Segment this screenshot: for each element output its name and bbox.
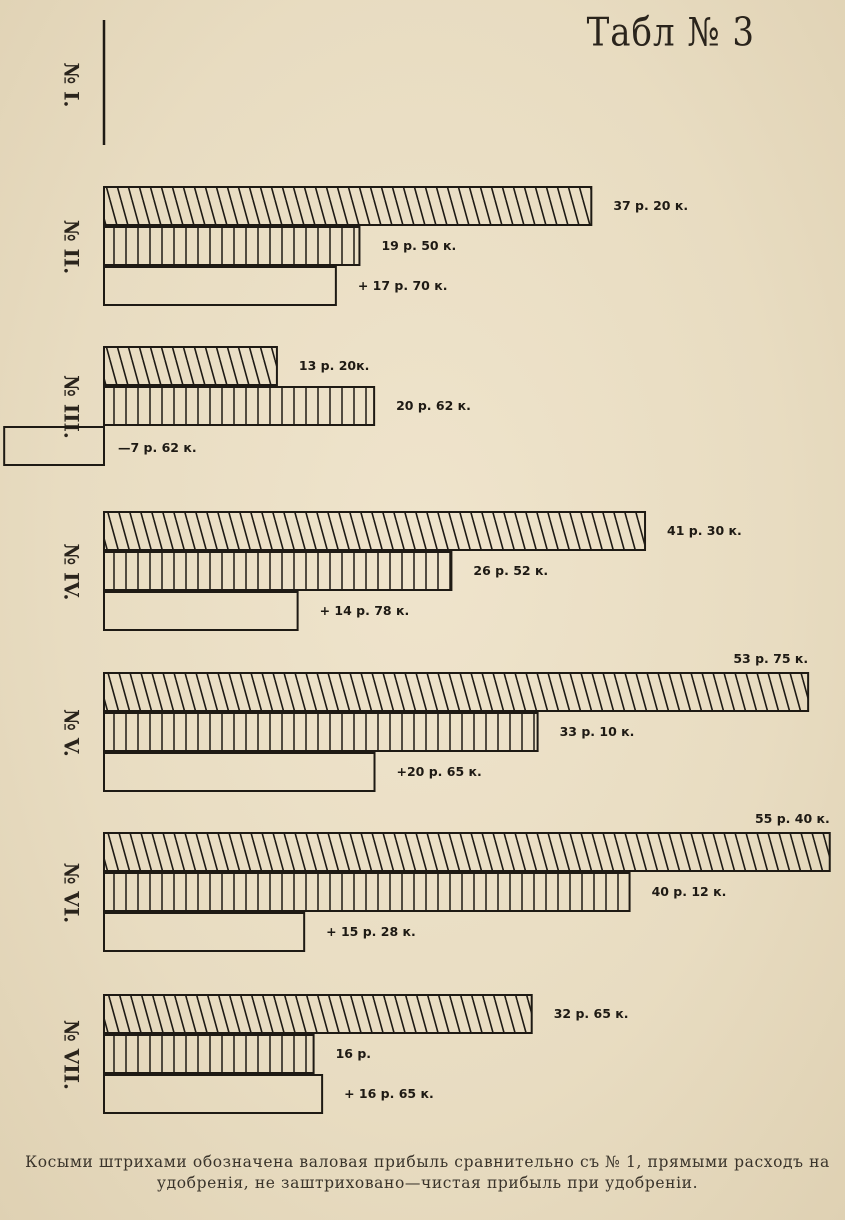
value-label-gross-group-2: 37 р. 20 к. bbox=[613, 198, 689, 213]
bar-cost-group-4 bbox=[104, 552, 451, 590]
row-label-4: № IV. bbox=[59, 543, 84, 601]
value-label-cost-group-6: 40 р. 12 к. bbox=[651, 884, 727, 899]
bar-net-group-3 bbox=[4, 427, 104, 465]
row-label-2: № II. bbox=[59, 219, 84, 275]
row-label-6: № VI. bbox=[59, 862, 84, 924]
bar-cost-group-6 bbox=[104, 873, 630, 911]
row-label-5: № V. bbox=[59, 709, 84, 757]
bar-gross-group-4 bbox=[104, 512, 645, 550]
bar-gross-group-6 bbox=[104, 833, 830, 871]
bar-net-group-4 bbox=[104, 592, 298, 630]
value-label-gross-group-7: 32 р. 65 к. bbox=[553, 1006, 629, 1021]
bar-gross-group-7 bbox=[104, 995, 532, 1033]
bar-cost-group-2 bbox=[104, 227, 359, 265]
row-label-1: № I. bbox=[59, 62, 84, 108]
value-label-gross-group-4: 41 р. 30 к. bbox=[667, 523, 742, 538]
bar-cost-group-3 bbox=[104, 387, 374, 425]
chart-title: Табл № 3 bbox=[586, 10, 755, 56]
bar-net-group-6 bbox=[104, 913, 304, 951]
value-label-gross-group-3: 13 р. 20к. bbox=[298, 358, 370, 373]
value-label-net-group-5: +20 р. 65 к. bbox=[396, 764, 482, 779]
value-label-cost-group-3: 20 р. 62 к. bbox=[396, 398, 471, 413]
row-label-3: № III. bbox=[59, 375, 84, 439]
bar-gross-group-5 bbox=[104, 673, 808, 711]
bars-layer bbox=[4, 20, 830, 1113]
row-label-7: № VII. bbox=[59, 1020, 84, 1090]
value-label-gross-group-6: 55 р. 40 к. bbox=[754, 811, 830, 826]
bar-cost-group-7 bbox=[104, 1035, 314, 1073]
value-label-cost-group-4: 26 р. 52 к. bbox=[473, 563, 549, 578]
bar-net-group-5 bbox=[104, 753, 375, 791]
value-label-net-group-4: + 14 р. 78 к. bbox=[319, 603, 410, 618]
bar-net-group-2 bbox=[104, 267, 336, 305]
value-label-cost-group-5: 33 р. 10 к. bbox=[559, 724, 635, 739]
value-label-gross-group-5: 53 р. 75 к. bbox=[733, 651, 809, 666]
value-label-cost-group-7: 16 р. bbox=[335, 1046, 372, 1061]
bar-gross-group-2 bbox=[104, 187, 591, 225]
bar-cost-group-5 bbox=[104, 713, 538, 751]
value-label-net-group-7: + 16 р. 65 к. bbox=[344, 1086, 434, 1101]
value-label-cost-group-2: 19 р. 50 к. bbox=[381, 238, 457, 253]
bar-gross-group-3 bbox=[104, 347, 277, 385]
value-label-net-group-2: + 17 р. 70 к. bbox=[357, 278, 448, 293]
value-label-net-group-3: —7 р. 62 к. bbox=[118, 440, 197, 455]
value-label-net-group-6: + 15 р. 28 к. bbox=[326, 924, 416, 939]
chart-caption: Косыми штрихами обозначена валовая прибыль сравнительно съ № 1, прямыми расходъ на удобренія, не заштриховано—чистая прибыль при удобреніи. bbox=[25, 1153, 830, 1192]
bar-net-group-7 bbox=[104, 1075, 322, 1113]
